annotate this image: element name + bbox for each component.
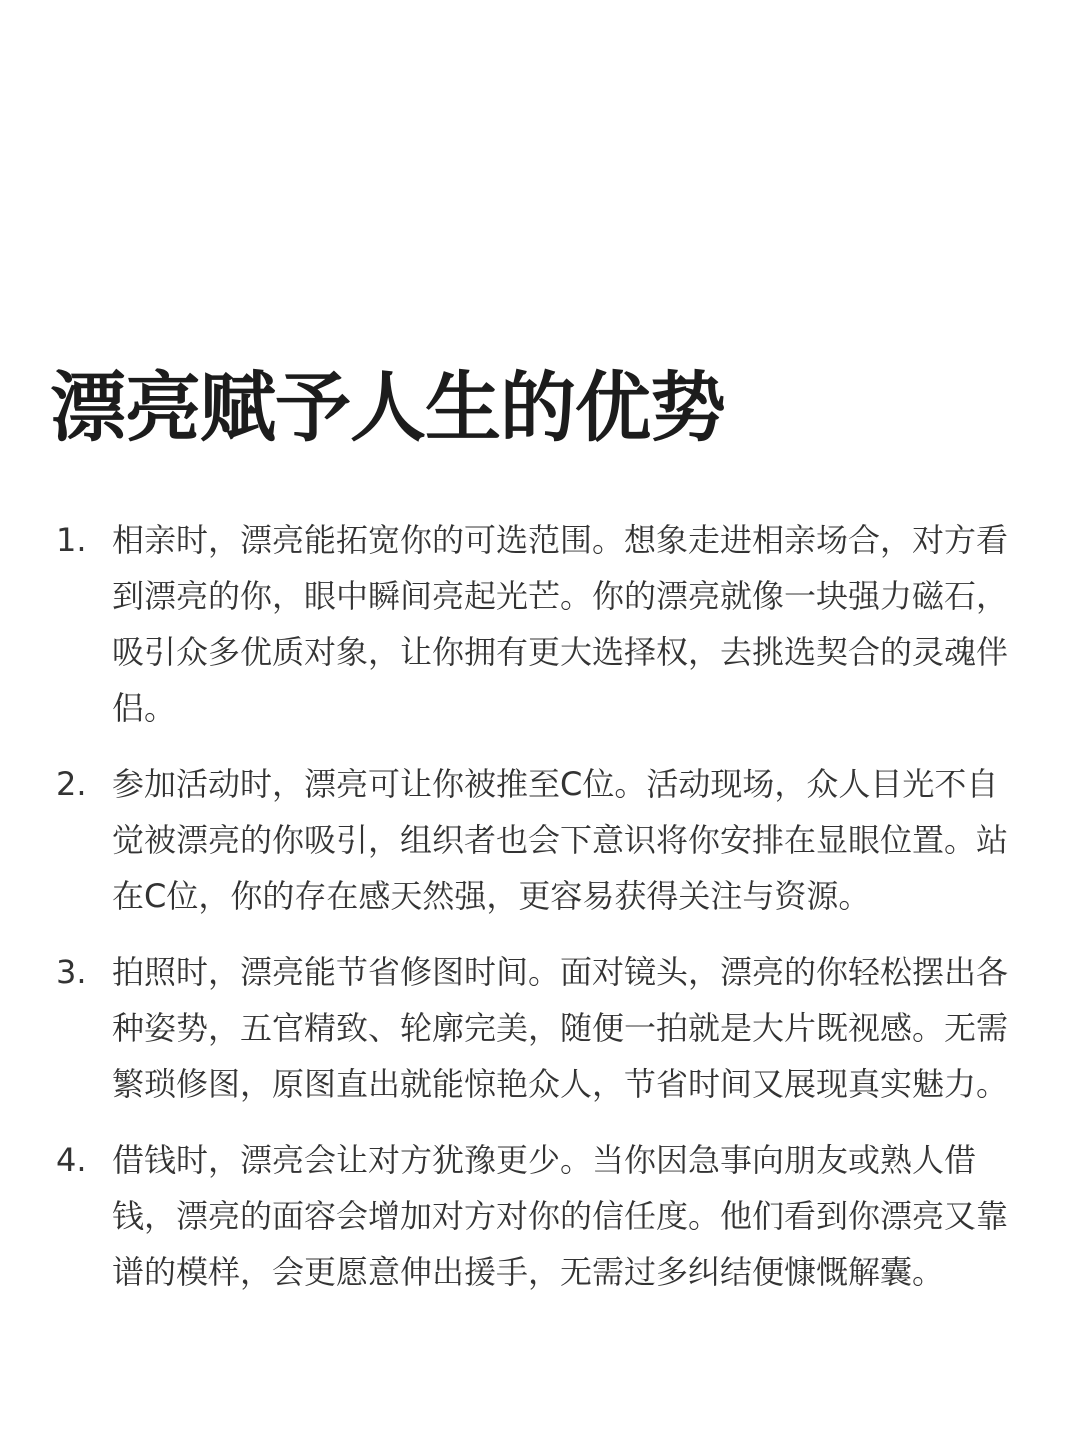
list-item — [56, 1132, 1046, 1300]
list-item-text: 参加活动时，漂亮可让你被推至C位。活动现场，众人目光不自觉被漂亮的你吸引，组织者也会下意识将你安排在显眼位置。站在C位，你的存在感天然强，更容易获得关注与资源。 — [112, 765, 1009, 915]
list-item — [56, 512, 1046, 736]
list-item-text: 相亲时，漂亮能拓宽你的可选范围。想象走进相亲场合，对方看到漂亮的你，眼中瞬间亮起光芒。你的漂亮就像一块强力磁石，吸引众多优质对象，让你拥有更大选择权，去挑选契合的灵魂伴侣。 — [112, 521, 1009, 727]
list-item-number: 3. — [56, 953, 87, 991]
list-item — [56, 756, 1046, 924]
list-item-number: 1. — [56, 521, 87, 559]
page-title: 漂亮赋予人生的优势 — [50, 363, 725, 452]
list-item — [56, 944, 1046, 1112]
list-item-text: 拍照时，漂亮能节省修图时间。面对镜头，漂亮的你轻松摆出各种姿势，五官精致、轮廓完美，随便一拍就是大片既视感。无需繁琐修图，原图直出就能惊艳众人，节省时间又展现真实魅力。 — [112, 953, 1009, 1103]
list-item-number: 4. — [56, 1141, 87, 1179]
advantages-list — [56, 512, 1046, 1320]
list-item-text: 借钱时，漂亮会让对方犹豫更少。当你因急事向朋友或熟人借钱，漂亮的面容会增加对方对你的信任度。他们看到你漂亮又靠谱的模样，会更愿意伸出援手，无需过多纠结便慷慨解囊。 — [112, 1141, 1009, 1291]
list-item-number: 2. — [56, 765, 87, 803]
